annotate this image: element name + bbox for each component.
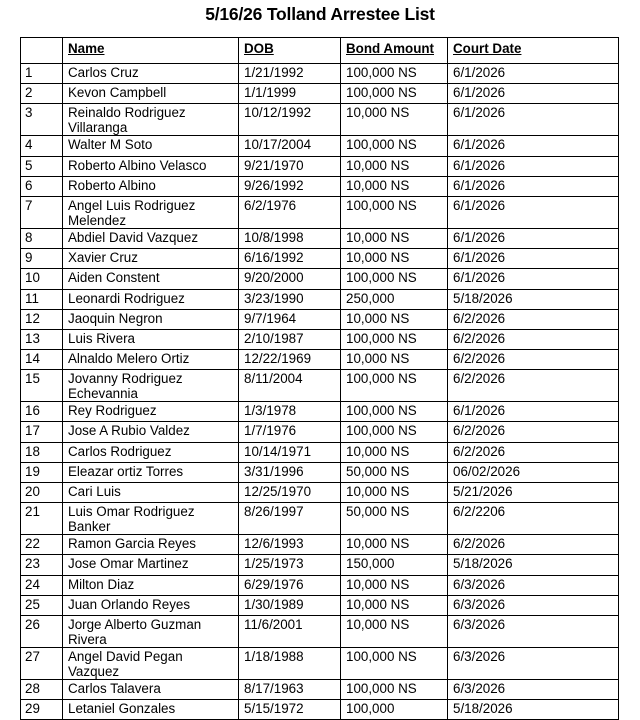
dob-cell: 12/6/1993 [239,535,341,555]
arrestee-name: Kevon Campbell [63,84,239,104]
court-date-cell: 5/18/2026 [448,555,619,575]
table-row [21,196,619,228]
bond-amount-cell: 150,000 [341,555,448,575]
bond-amount-cell: 100,000 NS [341,370,448,402]
court-date-cell: 6/2/2026 [448,535,619,555]
dob-cell: 3/31/1996 [239,462,341,482]
dob-cell: 12/25/1970 [239,483,341,503]
header-bond-amount: Bond Amount [341,38,448,64]
dob-cell: 6/16/1992 [239,249,341,269]
bond-amount-cell: 10,000 NS [341,575,448,595]
row-number: 21 [21,503,63,535]
dob-cell: 10/8/1998 [239,228,341,248]
bond-amount-cell: 10,000 NS [341,535,448,555]
arrestee-name: Carlos Cruz [63,64,239,84]
dob-cell: 12/22/1969 [239,350,341,370]
court-date-cell: 5/18/2026 [448,700,619,720]
table-row [21,156,619,176]
table-row [21,442,619,462]
table-row [21,64,619,84]
table-row [21,269,619,289]
arrestee-name: Rey Rodriguez [63,402,239,422]
row-number: 25 [21,595,63,615]
dob-cell: 1/7/1976 [239,422,341,442]
row-number: 17 [21,422,63,442]
bond-amount-cell: 100,000 NS [341,136,448,156]
court-date-cell: 6/1/2026 [448,64,619,84]
court-date-cell: 6/1/2026 [448,269,619,289]
dob-cell: 1/21/1992 [239,64,341,84]
dob-cell: 9/26/1992 [239,176,341,196]
dob-cell: 9/21/1970 [239,156,341,176]
table-row [21,615,619,647]
table-row [21,176,619,196]
header-index [21,38,63,64]
arrestee-name: Aiden Constent [63,269,239,289]
bond-amount-cell: 10,000 NS [341,104,448,136]
table-row [21,462,619,482]
arrestee-name: Eleazar ortiz Torres [63,462,239,482]
table-row [21,136,619,156]
dob-cell: 8/26/1997 [239,503,341,535]
bond-amount-cell: 10,000 NS [341,249,448,269]
table-row [21,575,619,595]
row-number: 9 [21,249,63,269]
row-number: 16 [21,402,63,422]
court-date-cell: 6/2/2026 [448,350,619,370]
court-date-cell: 6/1/2026 [448,228,619,248]
dob-cell: 8/17/1963 [239,679,341,699]
dob-cell: 11/6/2001 [239,615,341,647]
dob-cell: 10/12/1992 [239,104,341,136]
table-row [21,422,619,442]
bond-amount-cell: 100,000 NS [341,64,448,84]
arrestee-name: Leonardi Rodriguez [63,289,239,309]
bond-amount-cell: 10,000 NS [341,350,448,370]
row-number: 5 [21,156,63,176]
row-number: 3 [21,104,63,136]
arrestee-name: Milton Diaz [63,575,239,595]
arrestee-name: Xavier Cruz [63,249,239,269]
court-date-cell: 6/3/2026 [448,595,619,615]
table-row [21,350,619,370]
row-number: 19 [21,462,63,482]
bond-amount-cell: 100,000 NS [341,84,448,104]
bond-amount-cell: 10,000 NS [341,595,448,615]
arrestee-name: Angel Luis Rodriguez Melendez [63,196,239,228]
table-row [21,249,619,269]
table-row [21,647,619,679]
table-row [21,595,619,615]
court-date-cell: 5/18/2026 [448,289,619,309]
arrestee-name: Letaniel Gonzales [63,700,239,720]
row-number: 6 [21,176,63,196]
row-number: 27 [21,647,63,679]
dob-cell: 10/17/2004 [239,136,341,156]
dob-cell: 9/7/1964 [239,309,341,329]
arrestee-name: Walter M Soto [63,136,239,156]
row-number: 12 [21,309,63,329]
court-date-cell: 6/2/2026 [448,309,619,329]
table-row [21,555,619,575]
court-date-cell: 6/2/2026 [448,442,619,462]
bond-amount-cell: 100,000 NS [341,422,448,442]
dob-cell: 1/1/1999 [239,84,341,104]
arrestee-name: Carlos Talavera [63,679,239,699]
row-number: 10 [21,269,63,289]
arrestee-name: Ramon Garcia Reyes [63,535,239,555]
court-date-cell: 6/3/2026 [448,615,619,647]
row-number: 22 [21,535,63,555]
bond-amount-cell: 10,000 NS [341,309,448,329]
table-row [21,84,619,104]
table-row [21,700,619,720]
court-date-cell: 6/1/2026 [448,249,619,269]
arrestee-table [20,37,619,720]
court-date-cell: 06/02/2026 [448,462,619,482]
court-date-cell: 6/1/2026 [448,104,619,136]
dob-cell: 1/3/1978 [239,402,341,422]
bond-amount-cell: 100,000 [341,700,448,720]
court-date-cell: 6/1/2026 [448,136,619,156]
dob-cell: 1/25/1973 [239,555,341,575]
header-court-date: Court Date [448,38,619,64]
dob-cell: 6/29/1976 [239,575,341,595]
dob-cell: 9/20/2000 [239,269,341,289]
table-header-row [21,38,619,64]
arrestee-name: Jose A Rubio Valdez [63,422,239,442]
row-number: 15 [21,370,63,402]
page-title: 5/16/26 Tolland Arrestee List [205,4,435,24]
dob-cell: 8/11/2004 [239,370,341,402]
row-number: 8 [21,228,63,248]
row-number: 29 [21,700,63,720]
arrestee-name: Reinaldo Rodriguez Villaranga [63,104,239,136]
bond-amount-cell: 100,000 NS [341,647,448,679]
bond-amount-cell: 100,000 NS [341,402,448,422]
dob-cell: 5/15/1972 [239,700,341,720]
dob-cell: 6/2/1976 [239,196,341,228]
row-number: 11 [21,289,63,309]
header-dob: DOB [239,38,341,64]
arrestee-name: Juan Orlando Reyes [63,595,239,615]
row-number: 7 [21,196,63,228]
row-number: 13 [21,329,63,349]
table-body [21,64,619,720]
table-row [21,402,619,422]
arrestee-name: Luis Omar Rodriguez Banker [63,503,239,535]
table-row [21,309,619,329]
header-name: Name [63,38,239,64]
row-number: 4 [21,136,63,156]
row-number: 28 [21,679,63,699]
court-date-cell: 6/1/2026 [448,176,619,196]
bond-amount-cell: 100,000 NS [341,679,448,699]
table-row [21,535,619,555]
court-date-cell: 6/2/2026 [448,422,619,442]
dob-cell: 10/14/1971 [239,442,341,462]
dob-cell: 1/30/1989 [239,595,341,615]
row-number: 26 [21,615,63,647]
table-row [21,370,619,402]
arrestee-name: Jovanny Rodriguez Echevannia [63,370,239,402]
row-number: 20 [21,483,63,503]
arrestee-name: Abdiel David Vazquez [63,228,239,248]
arrestee-name: Angel David Pegan Vazquez [63,647,239,679]
bond-amount-cell: 50,000 NS [341,462,448,482]
court-date-cell: 6/2/2206 [448,503,619,535]
dob-cell: 2/10/1987 [239,329,341,349]
court-date-cell: 6/1/2026 [448,196,619,228]
arrestee-name: Alnaldo Melero Ortiz [63,350,239,370]
row-number: 14 [21,350,63,370]
bond-amount-cell: 100,000 NS [341,196,448,228]
bond-amount-cell: 10,000 NS [341,228,448,248]
table-row [21,679,619,699]
dob-cell: 1/18/1988 [239,647,341,679]
court-date-cell: 6/2/2026 [448,329,619,349]
row-number: 1 [21,64,63,84]
bond-amount-cell: 10,000 NS [341,156,448,176]
row-number: 18 [21,442,63,462]
row-number: 23 [21,555,63,575]
court-date-cell: 6/1/2026 [448,84,619,104]
arrestee-name: Jose Omar Martinez [63,555,239,575]
row-number: 2 [21,84,63,104]
arrestee-name: Roberto Albino Velasco [63,156,239,176]
court-date-cell: 6/3/2026 [448,575,619,595]
court-date-cell: 6/3/2026 [448,647,619,679]
table-row [21,289,619,309]
table-row [21,329,619,349]
table-row [21,503,619,535]
row-number: 24 [21,575,63,595]
bond-amount-cell: 250,000 [341,289,448,309]
court-date-cell: 6/3/2026 [448,679,619,699]
court-date-cell: 6/1/2026 [448,156,619,176]
arrestee-name: Jorge Alberto Guzman Rivera [63,615,239,647]
bond-amount-cell: 10,000 NS [341,615,448,647]
court-date-cell: 6/2/2026 [448,370,619,402]
court-date-cell: 6/1/2026 [448,402,619,422]
table-row [21,483,619,503]
bond-amount-cell: 10,000 NS [341,483,448,503]
arrestee-name: Cari Luis [63,483,239,503]
dob-cell: 3/23/1990 [239,289,341,309]
bond-amount-cell: 50,000 NS [341,503,448,535]
arrestee-name: Roberto Albino [63,176,239,196]
court-date-cell: 5/21/2026 [448,483,619,503]
table-row [21,104,619,136]
bond-amount-cell: 100,000 NS [341,269,448,289]
arrestee-name: Jaoquin Negron [63,309,239,329]
bond-amount-cell: 100,000 NS [341,329,448,349]
bond-amount-cell: 10,000 NS [341,442,448,462]
table-row [21,228,619,248]
bond-amount-cell: 10,000 NS [341,176,448,196]
arrestee-name: Luis Rivera [63,329,239,349]
arrestee-name: Carlos Rodriguez [63,442,239,462]
